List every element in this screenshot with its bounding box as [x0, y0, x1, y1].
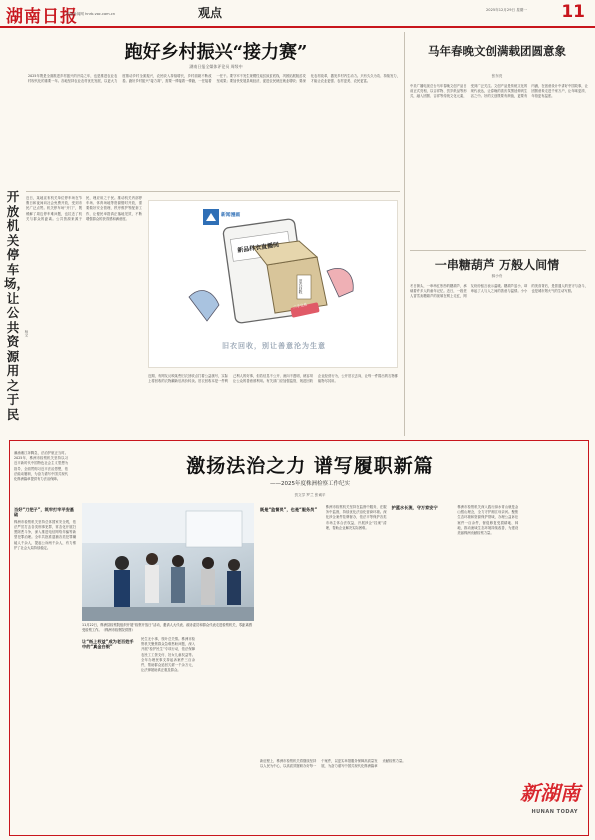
- feature-headline: 激扬法治之力 谱写履职新篇: [186, 455, 434, 477]
- feature-section: [9, 440, 589, 836]
- page-header: [0, 0, 595, 28]
- side-article-headline: 开放机关停车场，让公共资源用之于民: [4, 189, 30, 422]
- feature-right-columns: [260, 505, 584, 755]
- feature-text-3: 株洲市检察机关坚持在监督中服务，在服务中监督，持续优化法治化营商环境。深化涉企案件挂牌督办，依法平等保护各类市场主体合法权益，开展涉企“挂案”清理，帮助企业解决实际困难。: [325, 505, 387, 530]
- feature-photo: [82, 503, 254, 621]
- sweater-icon: [327, 268, 353, 297]
- feature-text-2: 民生无小事，枝叶总关情。株洲市检察机关聚焦群众急难愁盼问题，深入开展“检护民生”专项行动，依法保障农民工工资支付、妇女儿童权益等。全年办理民事支持起诉案件三百余件，帮助群众追回欠薪一千余万元，让法律援助真正惠及群众。: [141, 637, 195, 673]
- feature-text-4: 株洲市检察机关深入践行绿水青山就是金山银山理念，全力守护湘江母亲河。聚焦生态环境和资源保护领域，办理公益诉讼案件一百余件，督促修复受损耕地、林地，推动流域生态环境持续改善，为建设美丽株洲贡献检察力量。: [457, 505, 519, 536]
- photo-scene: [82, 503, 254, 621]
- newspaper-logo: 湖南日报: [6, 7, 78, 27]
- feature-column-2: [82, 637, 254, 829]
- person-icon: [172, 555, 184, 567]
- right-article-2-headline: 一串糖葫芦 万般人间情: [434, 258, 560, 272]
- divider: [26, 191, 400, 192]
- cartoon-commentary: 近期，有网友反映某些旧衣回收点打着公益旗号，实际上将回收的衣物翻新后高价转卖。旧衣回收本是一件利己利人的好事，但若信息不公开、流向不透明，就容易让公众的善意被利用。有关部门应加强监管，规范回收企业经营行为，公开旧衣去向，让每一件捐出的衣物都能物尽其用。: [148, 374, 398, 384]
- cartoon-tag: 新闻漫画: [221, 213, 241, 218]
- feature-byline: 贺文学 罗兰 张诚平: [294, 493, 326, 497]
- feature-subhead-2: 让“纸上权益”成为老百姓手中的“真金白银”: [82, 639, 134, 650]
- right-article-2-byline: 薛小舟: [491, 274, 503, 278]
- top-article-byline: 湖南日报全媒体评论员 周绥中: [189, 64, 243, 69]
- cartoon-phone-text: 新品样衣直播间: [236, 241, 280, 255]
- feature-subhead-3: 既是“监督员”，也是“服务员”: [260, 507, 318, 512]
- side-article-body: 近日，某地宣布机关单位停车场在节假日和夜间向社会免费开放，受到市民广泛点赞。机关停车场“开门”，既缓解了周边停车难问题，也拉近了机关与群众的距离。公共资源来源于民，理应用之于民。推动机关内部停车场、体育场地等资源错时开放，需要做好安全管理、秩序维护等配套工作，让便民举措真正落地见效，不断增强群众的获得感和满意度。: [26, 196, 142, 221]
- watermark-logo: 新湖南: [520, 781, 580, 805]
- feature-subhead-1: 当好“刀把子”，筑牢打牢平安基础: [14, 507, 74, 518]
- feature-column-1: [14, 505, 76, 829]
- person-icon: [115, 556, 129, 570]
- cartoon-caption: 旧衣回收，别让善意沦为生意: [222, 342, 326, 350]
- newspaper-watermark: [508, 769, 580, 827]
- side-article-byline: 杨文: [24, 330, 28, 337]
- feature-subtitle: ——2025年度株洲检察工作纪实: [270, 481, 350, 487]
- feature-text-1: 株洲市检察机关坚持总体国家安全观，依法严厉打击各类刑事犯罪，常态化开展扫黑除恶斗争，深入推进电信网络诈骗等新型犯罪治理。全年共批准逮捕各类犯罪嫌疑人千余人，提起公诉两千余人，有力维护了社会大局持续稳定。: [14, 519, 76, 550]
- person-icon: [228, 559, 240, 571]
- divider: [404, 32, 405, 436]
- exhibit-board-icon: [186, 511, 242, 547]
- feature-closing-text: 新征程上，株洲市检察机关将继续坚持以人民为中心，以高质效履职办好每一个案件，以更实举措服务保障高质量发展，为奋力谱写中国式现代化株洲篇章贡献检察力量。: [260, 759, 406, 769]
- person-icon: [146, 553, 158, 565]
- top-article-body: 2025年既是全面推进乡村振兴的开局之年，也是推进农业农村现代化的重要一年。各地坚持农业农村优先发展，以更大力度推动乡村全面振兴，农民收入持续增长，乡村面貌不断改善。跑好乡村振兴“接力赛”，需要一棒接着一棒跑，一任接着一任干。要守牢不发生规模性返贫致贫底线，巩固拓展脱贫攻坚成果；要加快发展县域经济，促进农民就近就业增收；要深化农村改革，激发乡村内生动力。只有久久为功、持续发力，才能让农业更强、农村更美、农民更富。: [28, 74, 400, 84]
- right-article-1-body: 中央广播电视总台马年春晚文创产品日前正式亮相，以吉祥物、贺岁纸品等形式，融入团圆、吉祥等传统文化元素，受到广泛关注。文创产品是传统文化的现代表达，让春晚的喜庆氛围延伸到生活之中。好的文创既要有颜值，更要有内涵，在创意设计中讲好中国故事，让团圆意象走进千家万户，让年味更浓、年俗更有温度。: [410, 84, 588, 99]
- page-number: 11: [561, 2, 585, 22]
- issue-date: 2025年12月29日 星期一: [486, 8, 527, 12]
- feature-subhead-4: 护蓝水长流，守万家安宁: [391, 505, 438, 510]
- right-article-1-headline: 马年春晚文创满载团圆意象: [428, 44, 566, 58]
- feature-photo-caption: 11月22日，株洲县检察院组织开展“检察开放日”活动，邀请人大代表、政协委员和群众代表走进检察机关，零距离感受检察工作。（株洲市检察院供图）: [82, 623, 253, 632]
- shirt-icon: [189, 291, 219, 321]
- top-article-headline: 跑好乡村振兴“接力赛”: [124, 42, 308, 63]
- header-website: 湖南新闻网 hnrb.voc.com.cn: [66, 12, 116, 16]
- right-article-2-body: 冬日街头，一串串红彤彤的糖葫芦，承载着许多人的童年记忆。近日，一段老人冒雪卖糖葫芦的视频在网上走红，网友纷纷留言表示温暖。糖葫芦虽小，却串起了人与人之间的善意与温情。小小的美食背后，是普通人的坚守与奋斗，也是城市烟火气的生动写照。: [410, 284, 588, 299]
- feature-intro: 潮涌湘江奔腾急，法治护航正当时。2025年，株洲市检察机关坚持以习近平新时代中国特色社会主义思想为指导，全面贯彻习近平法治思想，依法能动履职，为奋力谱写中国式现代化株洲篇章提供有力法治保障。: [14, 451, 68, 482]
- watermark-subtitle: HUNAN TODAY: [531, 809, 578, 815]
- divider: [410, 250, 586, 251]
- cartoon-box-label: 旧衣回收: [299, 279, 304, 295]
- person-icon: [202, 557, 214, 569]
- news-cartoon: [148, 200, 398, 368]
- right-article-1-byline: 张东亮: [491, 74, 503, 78]
- cartoon-tag-label: 二手交易: [292, 302, 308, 310]
- section-title: 观点: [198, 6, 223, 20]
